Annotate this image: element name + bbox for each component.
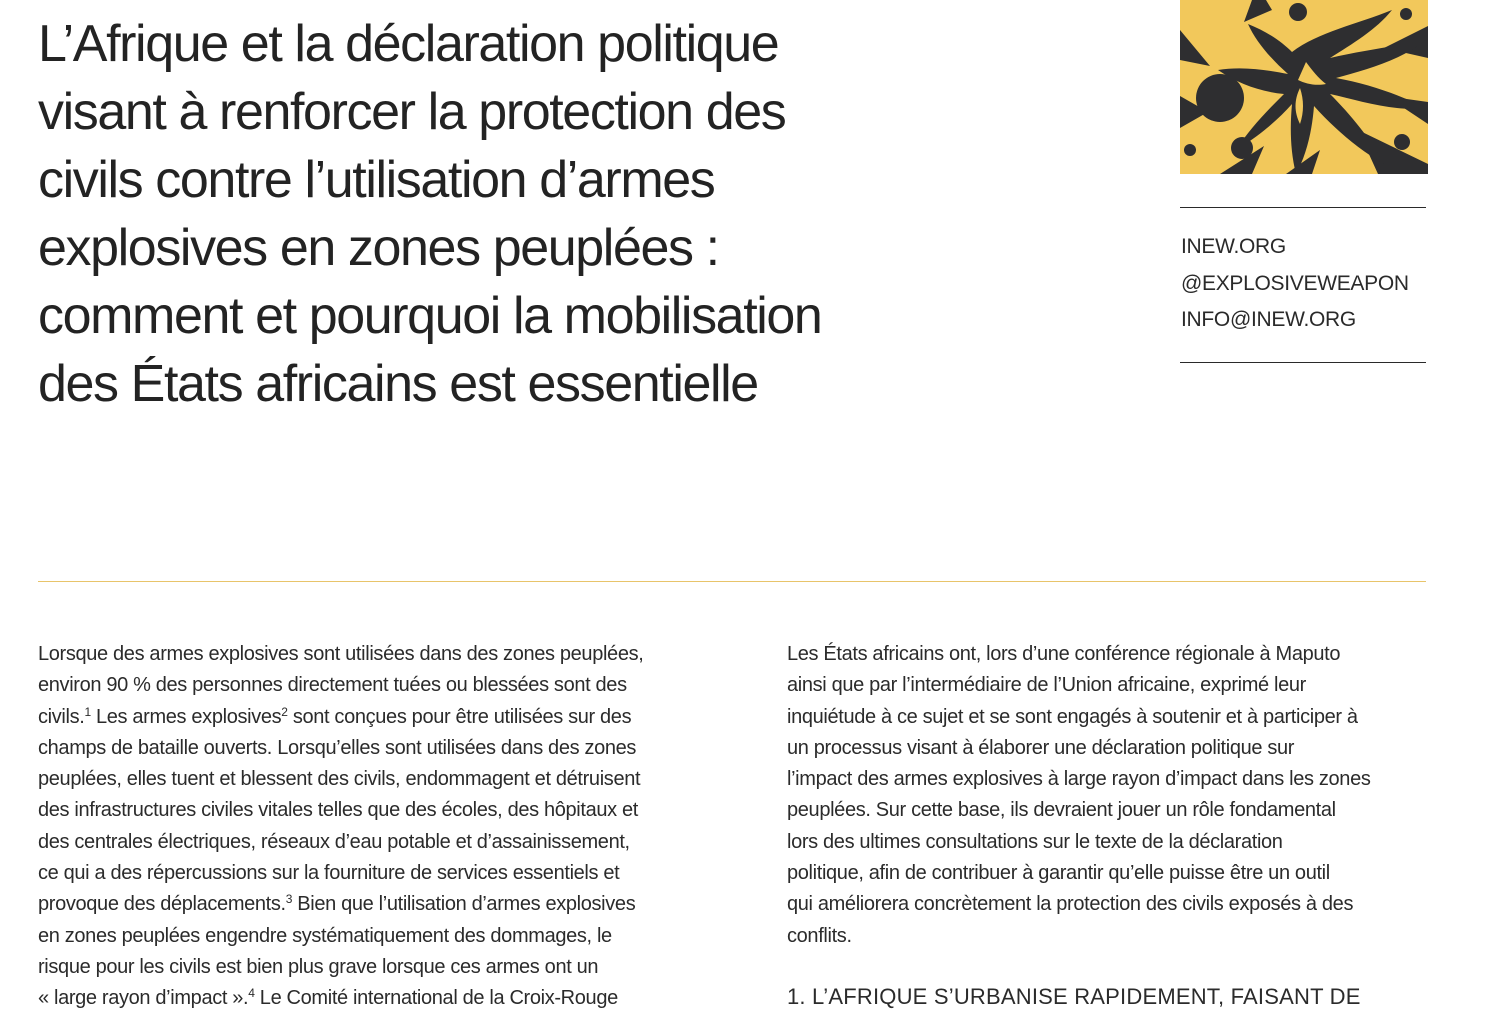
title-line: comment et pourquoi la mobilisation <box>38 287 822 345</box>
explosion-burst-graphic <box>1180 0 1428 174</box>
text-line: Les États africains ont, lors d’une conférence régionale à Maputo <box>787 643 1341 665</box>
text-line <box>38 983 728 1014</box>
text-line: ce qui a des répercussions sur la fourniture de services essentiels et <box>38 862 620 885</box>
explosion-burst-icon <box>1180 0 1428 174</box>
text-line: des infrastructures civiles vitales telles que des écoles, des hôpitaux et <box>38 799 638 822</box>
body-column-right <box>787 639 1437 952</box>
text-line <box>38 889 728 920</box>
text-fragment: Les armes explosives <box>90 705 282 728</box>
african-states-paragraph <box>787 639 1437 952</box>
text-line: des centrales électriques, réseaux d’eau potable et d’assainissement, <box>38 830 630 853</box>
body-column-left <box>38 639 728 1015</box>
text-line: qui améliorera concrètement la protection des civils exposés à des <box>787 893 1354 916</box>
text-line: environ 90 % des personnes directement tuées ou blessées sont des <box>38 674 627 697</box>
title-line: explosives en zones peuplées : <box>38 219 719 277</box>
contact-top-divider <box>1180 207 1426 208</box>
section-heading: 1. L’AFRIQUE S’URBANISE RAPIDEMENT, FAISANT DE <box>787 984 1361 1009</box>
text-line: Lorsque des armes explosives sont utilisées dans des zones peuplées, <box>38 643 644 665</box>
text-fragment: civils. <box>38 705 85 728</box>
email-link[interactable]: INFO@INEW.ORG <box>1181 308 1356 331</box>
title-line: des États africains est essentielle <box>38 355 758 413</box>
footnote-ref-1[interactable]: 1 <box>84 704 91 719</box>
text-line: un processus visant à élaborer une déclaration politique sur <box>787 736 1295 759</box>
text-line <box>38 702 728 733</box>
text-line: champs de bataille ouverts. Lorsqu’elles sont utilisées dans des zones <box>38 736 637 759</box>
text-fragment: Bien que l’utilisation d’armes explosives <box>292 893 636 916</box>
text-line: inquiétude à ce sujet et se sont engagés à soutenir et à participer à <box>787 705 1358 728</box>
text-line: risque pour les civils est bien plus grave lorsque ces armes ont un <box>38 955 599 978</box>
title-line: L’Afrique et la déclaration politique <box>38 15 779 73</box>
text-line: peuplées, elles tuent et blessent des civils, endommagent et détruisent <box>38 768 641 791</box>
text-fragment: Le Comité international de la Croix-Rouge <box>254 987 618 1010</box>
document-title <box>38 10 918 418</box>
title-line: visant à renforcer la protection des <box>38 83 786 141</box>
footnote-ref-4[interactable]: 4 <box>248 986 255 1001</box>
text-line: en zones peuplées engendre systématiquement des dommages, le <box>38 924 612 947</box>
text-line: lors des ultimes consultations sur le texte de la déclaration <box>787 830 1283 853</box>
text-fragment: sont conçues pour être utilisées sur des <box>287 705 632 728</box>
text-line: politique, afin de contribuer à garantir qu’elle puisse être un outil <box>787 862 1330 885</box>
website-link[interactable]: INEW.ORG <box>1181 235 1286 258</box>
text-line: l’impact des armes explosives à large rayon d’impact dans les zones <box>787 768 1371 791</box>
twitter-handle-link[interactable]: @EXPLOSIVEWEAPON <box>1181 271 1409 295</box>
intro-paragraph <box>38 639 728 1015</box>
section-divider <box>38 581 1426 582</box>
contact-block <box>1181 229 1409 339</box>
text-line: conflits. <box>787 924 852 947</box>
text-line: ainsi que par l’intermédiaire de l’Union africaine, exprimé leur <box>787 674 1306 697</box>
text-line: peuplées. Sur cette base, ils devraient jouer un rôle fondamental <box>787 799 1336 822</box>
text-fragment: « large rayon d’impact ». <box>38 987 249 1010</box>
footnote-ref-3[interactable]: 3 <box>285 892 293 907</box>
title-line: civils contre l’utilisation d’armes <box>38 151 715 209</box>
contact-bottom-divider <box>1180 362 1426 363</box>
text-fragment: provoque des déplacements. <box>38 893 286 916</box>
footnote-ref-2[interactable]: 2 <box>281 704 288 719</box>
